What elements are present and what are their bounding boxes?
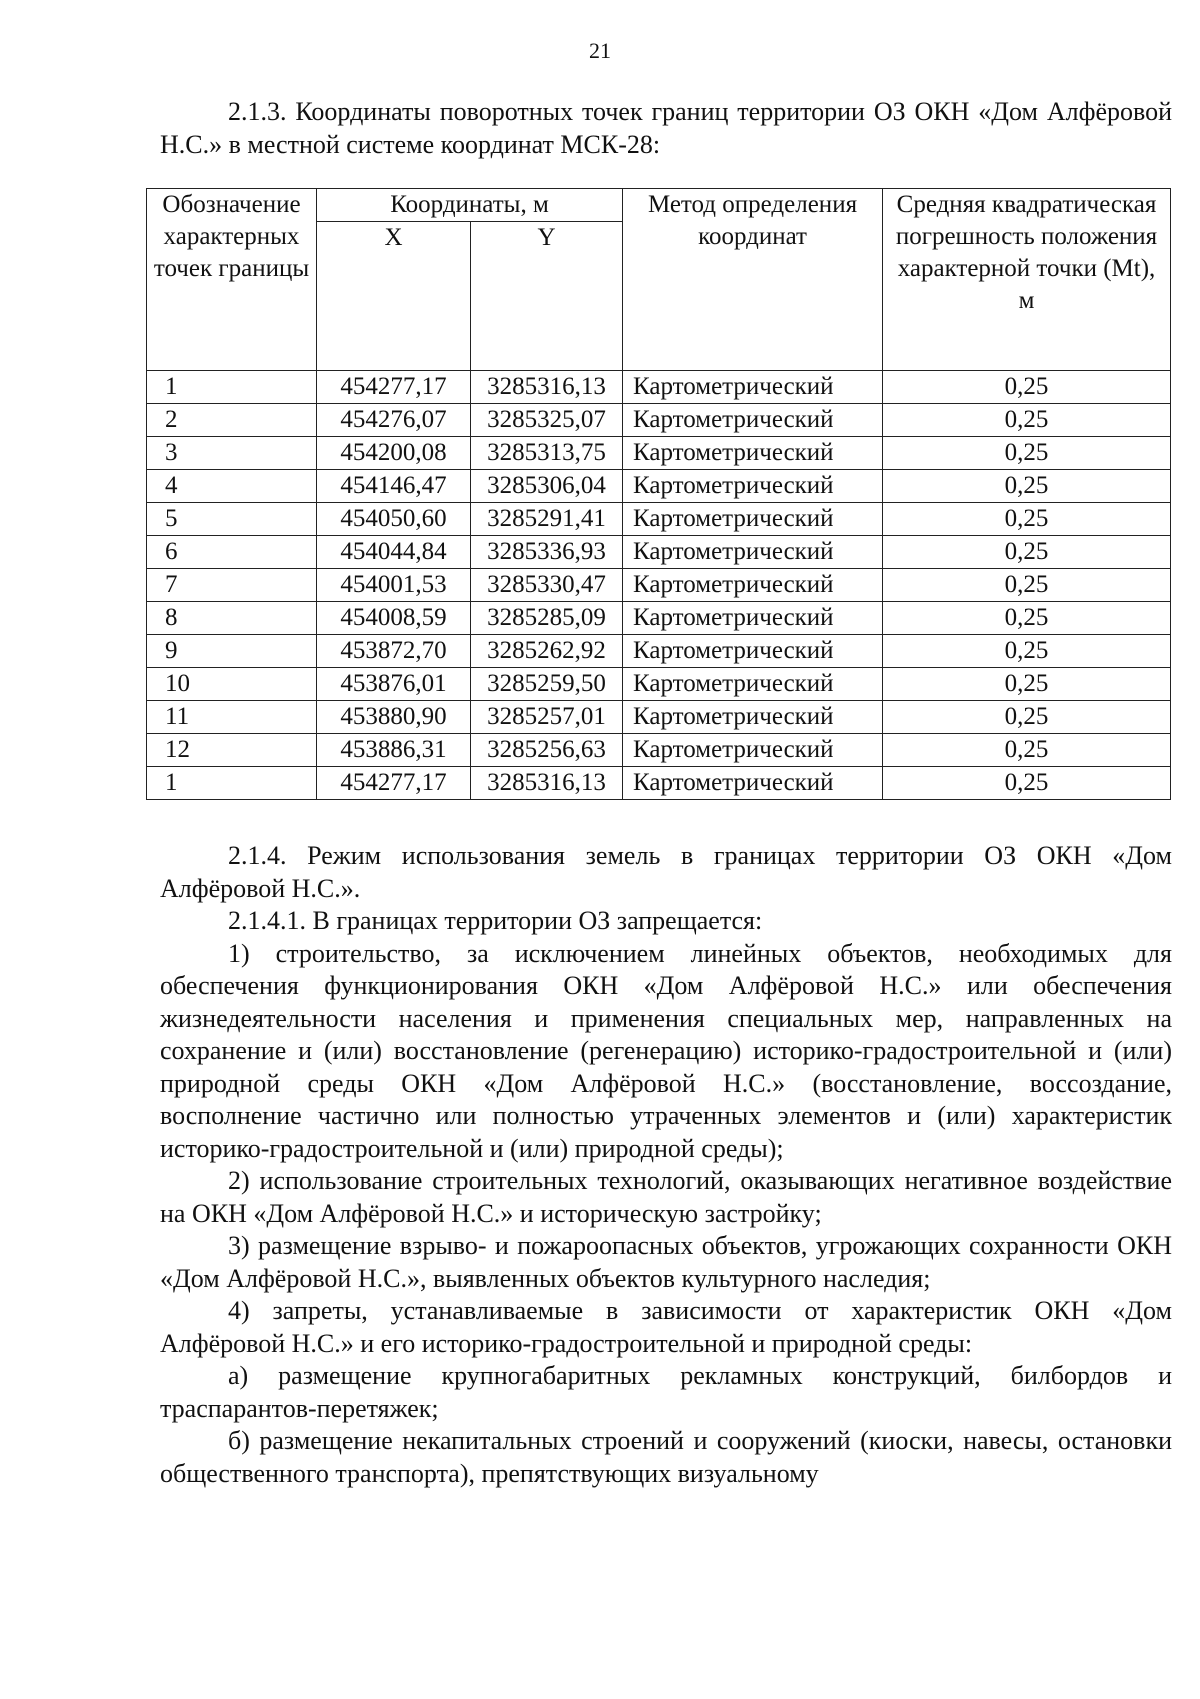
cell-y: 3285262,92: [471, 635, 623, 668]
table-row: [147, 404, 1171, 437]
cell-point: 8: [147, 602, 317, 635]
cell-method: Картометрический: [623, 767, 883, 800]
prohibition-item-4a: а) размещение крупногабаритных рекламных конструкций, билбордов и траспарантов-перетяжек;: [160, 1361, 1172, 1423]
cell-method: Картометрический: [623, 734, 883, 767]
table-row: [147, 536, 1171, 569]
table-row: [147, 668, 1171, 701]
coordinates-table-wrapper: [146, 188, 1170, 800]
cell-error: 0,25: [883, 371, 1171, 404]
header-point-designation: Обозначение характерных точек границы: [147, 189, 317, 371]
header-mean-error: Средняя квадратическая погрешность положения характерной точки (Mt), м: [883, 189, 1171, 371]
page-number: 21: [589, 38, 611, 63]
cell-method: Картометрический: [623, 668, 883, 701]
cell-y: 3285325,07: [471, 404, 623, 437]
table-row: [147, 503, 1171, 536]
section-2-1-3-heading: 2.1.3. Координаты поворотных точек границ территории ОЗ ОКН «Дом Алфёровой Н.С.» в местной системе координат МСК-28:: [160, 97, 1172, 159]
table-row: [147, 470, 1171, 503]
prohibition-item-4b: б) размещение некапитальных строений и сооружений (киоски, навесы, остановки общественного транспорта), препятствующих визуальному: [160, 1426, 1172, 1488]
table-row: [147, 734, 1171, 767]
cell-y: 3285330,47: [471, 569, 623, 602]
cell-x: 453872,70: [317, 635, 471, 668]
cell-point: 6: [147, 536, 317, 569]
cell-y: 3285306,04: [471, 470, 623, 503]
prohibition-item-1: 1) строительство, за исключением линейных объектов, необходимых для обеспечения функционирования ОКН «Дом Алфёровой Н.С.» или обеспечения жизнедеятельности населения и применения специальных мер, направленных на сохранение и (или) восстановление (регенерацию) историко-градостроительной и (или) природной среды ОКН «Дом Алфёровой Н.С.» (восстановление, воссоздание, восполнение частично или полностью утраченных элементов и (или) характеристик историко-градостроительной и (или) природной среды);: [160, 938, 1172, 1163]
cell-point: 3: [147, 437, 317, 470]
table-row: [147, 371, 1171, 404]
cell-y: 3285257,01: [471, 701, 623, 734]
cell-point: 11: [147, 701, 317, 734]
cell-x: 454008,59: [317, 602, 471, 635]
header-x: X: [317, 222, 471, 371]
cell-error: 0,25: [883, 536, 1171, 569]
cell-y: 3285313,75: [471, 437, 623, 470]
table-row: [147, 437, 1171, 470]
coordinates-table-body: [147, 371, 1171, 800]
cell-x: 454001,53: [317, 569, 471, 602]
cell-method: Картометрический: [623, 635, 883, 668]
prohibition-item-3: 3) размещение взрыво- и пожароопасных объектов, угрожающих сохранности ОКН «Дом Алфёровой Н.С.», выявленных объектов культурного наследия;: [160, 1231, 1172, 1293]
cell-method: Картометрический: [623, 437, 883, 470]
cell-point: 1: [147, 767, 317, 800]
section-2-1-4-intro: 2.1.4. Режим использования земель в границах территории ОЗ ОКН «Дом Алфёровой Н.С.».: [160, 841, 1172, 903]
cell-x: 453876,01: [317, 668, 471, 701]
cell-error: 0,25: [883, 767, 1171, 800]
cell-error: 0,25: [883, 404, 1171, 437]
cell-error: 0,25: [883, 602, 1171, 635]
table-row: [147, 635, 1171, 668]
header-method: Метод определения координат: [623, 189, 883, 371]
cell-error: 0,25: [883, 635, 1171, 668]
table-row: [147, 569, 1171, 602]
cell-point: 4: [147, 470, 317, 503]
coordinates-table: [146, 188, 1171, 800]
cell-method: Картометрический: [623, 536, 883, 569]
cell-y: 3285285,09: [471, 602, 623, 635]
cell-point: 9: [147, 635, 317, 668]
cell-point: 12: [147, 734, 317, 767]
cell-point: 1: [147, 371, 317, 404]
cell-y: 3285316,13: [471, 371, 623, 404]
cell-error: 0,25: [883, 668, 1171, 701]
header-y: Y: [471, 222, 623, 371]
cell-point: 7: [147, 569, 317, 602]
cell-y: 3285259,50: [471, 668, 623, 701]
cell-y: 3285336,93: [471, 536, 623, 569]
cell-x: 454044,84: [317, 536, 471, 569]
cell-error: 0,25: [883, 734, 1171, 767]
cell-method: Картометрический: [623, 569, 883, 602]
cell-y: 3285291,41: [471, 503, 623, 536]
cell-point: 10: [147, 668, 317, 701]
cell-x: 454276,07: [317, 404, 471, 437]
prohibition-item-2: 2) использование строительных технологий, оказывающих негативное воздействие на ОКН «Дом Алфёровой Н.С.» и историческую застройку;: [160, 1166, 1172, 1228]
cell-method: Картометрический: [623, 503, 883, 536]
cell-error: 0,25: [883, 701, 1171, 734]
cell-point: 5: [147, 503, 317, 536]
cell-x: 454050,60: [317, 503, 471, 536]
section-2-1-4-1-heading: 2.1.4.1. В границах территории ОЗ запрещается:: [228, 906, 763, 935]
cell-error: 0,25: [883, 569, 1171, 602]
cell-method: Картометрический: [623, 470, 883, 503]
cell-x: 453886,31: [317, 734, 471, 767]
table-row: [147, 701, 1171, 734]
cell-method: Картометрический: [623, 701, 883, 734]
cell-x: 454146,47: [317, 470, 471, 503]
cell-y: 3285256,63: [471, 734, 623, 767]
cell-x: 454277,17: [317, 371, 471, 404]
cell-method: Картометрический: [623, 371, 883, 404]
cell-error: 0,25: [883, 503, 1171, 536]
cell-x: 454277,17: [317, 767, 471, 800]
cell-error: 0,25: [883, 470, 1171, 503]
cell-method: Картометрический: [623, 404, 883, 437]
table-row: [147, 602, 1171, 635]
cell-x: 453880,90: [317, 701, 471, 734]
cell-y: 3285316,13: [471, 767, 623, 800]
section-2-1-4: [160, 840, 1172, 1490]
cell-error: 0,25: [883, 437, 1171, 470]
prohibition-item-4: 4) запреты, устанавливаемые в зависимости от характеристик ОКН «Дом Алфёровой Н.С.» и его историко-градостроительной и природной среды:: [160, 1296, 1172, 1358]
cell-method: Картометрический: [623, 602, 883, 635]
table-row: [147, 767, 1171, 800]
cell-x: 454200,08: [317, 437, 471, 470]
header-coordinates: Координаты, м: [317, 189, 623, 222]
cell-point: 2: [147, 404, 317, 437]
